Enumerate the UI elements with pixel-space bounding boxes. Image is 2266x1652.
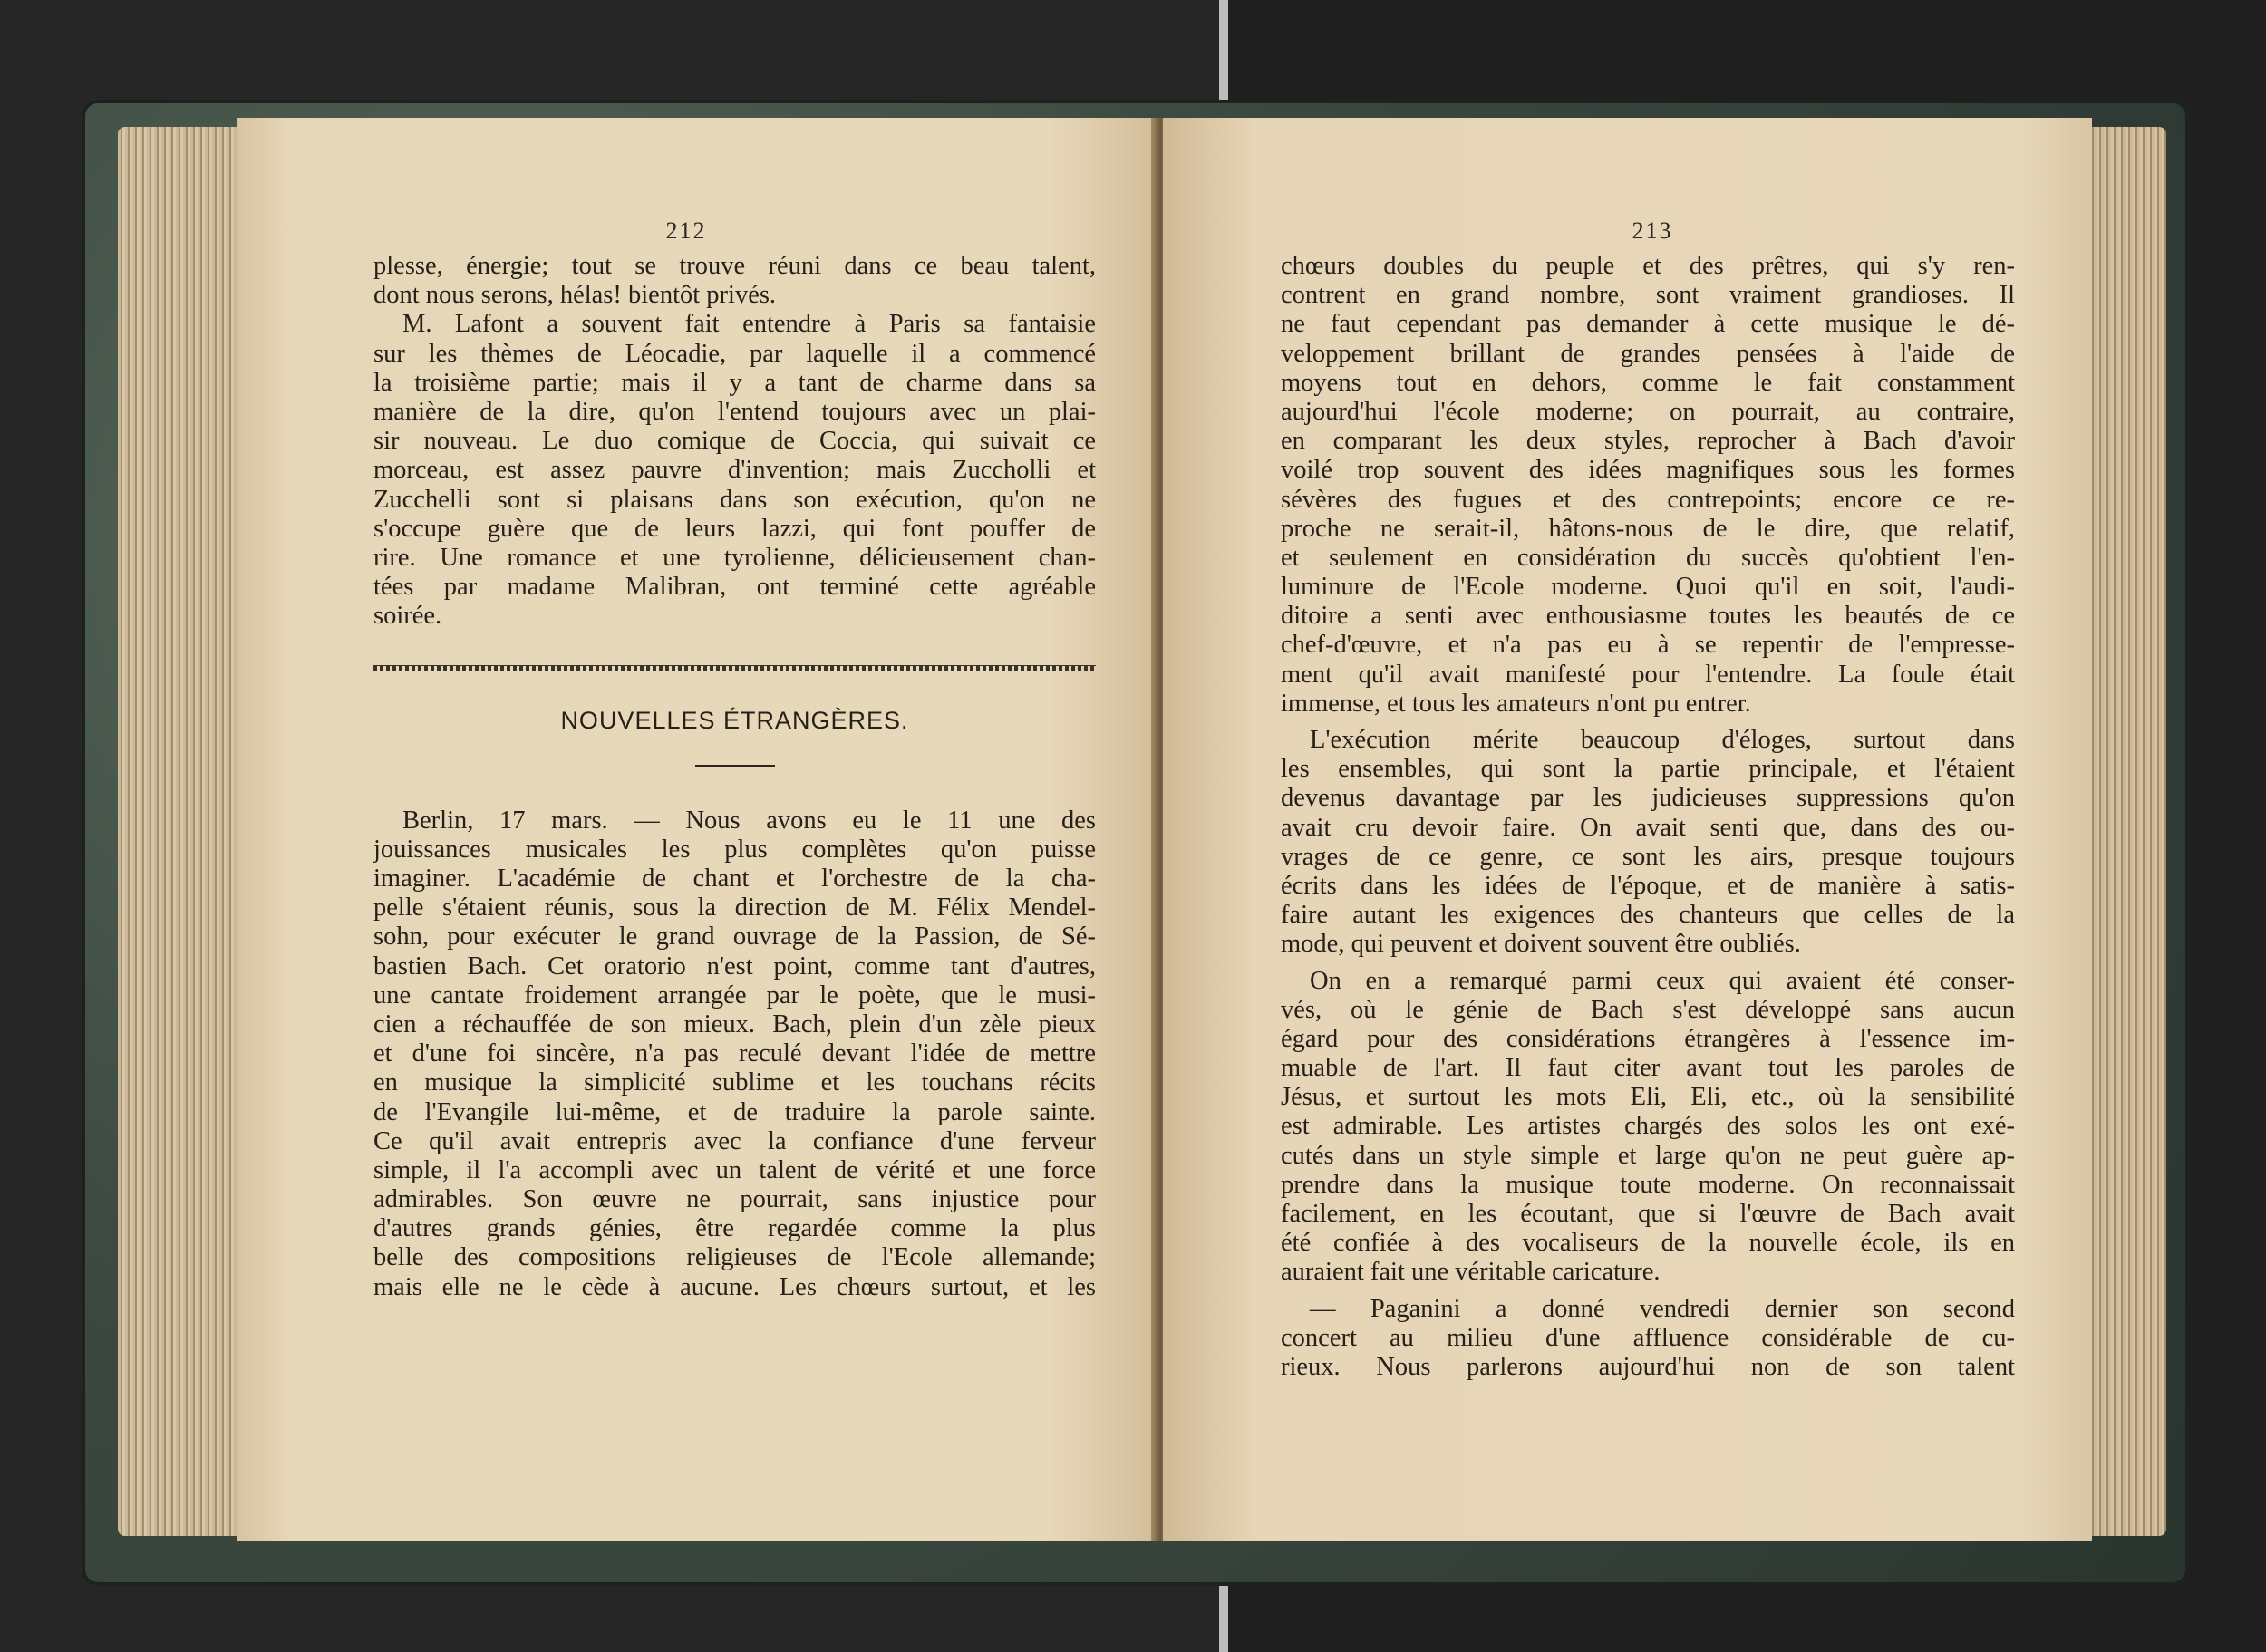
- text-line: égard pour des considérations étrangères à l'essence im-: [1281, 1024, 2015, 1053]
- text-line: jouissances musicales les plus complètes qu'on puisse: [373, 835, 1096, 864]
- text-line: en comparant les deux styles, reprocher à Bach d'avoir: [1281, 427, 2015, 456]
- text-line: M. Lafont a souvent fait entendre à Paris sa fantaisie: [402, 310, 1096, 339]
- text-line: est admirable. Les artistes chargés des solos les ont exé-: [1281, 1112, 2015, 1141]
- text-line: muable de l'art. Il faut citer avant tout les paroles de: [1281, 1054, 2015, 1083]
- page-number: 213: [1632, 217, 1673, 244]
- page-edges-right: [2089, 127, 2166, 1536]
- text-line: été confiée à des vocaliseurs de la nouvelle école, ils en: [1281, 1229, 2015, 1258]
- text-line: — Paganini a donné vendredi dernier son second: [1310, 1294, 2015, 1323]
- text-line: contrent en grand nombre, sont vraiment grandioses. Il: [1281, 281, 2015, 310]
- text-line: luminure de l'Ecole moderne. Quoi qu'il en soit, l'audi-: [1281, 573, 2015, 602]
- text-line: prendre dans la musique toute moderne. On reconnaissait: [1281, 1170, 2015, 1199]
- text-line: de l'Evangile lui-même, et de traduire la parole sainte.: [373, 1097, 1096, 1126]
- text-line: immense, et tous les amateurs n'ont pu entrer.: [1281, 689, 1751, 718]
- text-line: sévères des fugues et des contrepoints; encore ce re-: [1281, 485, 2015, 514]
- text-line: proche ne serait-il, hâtons-nous de le dire, que relatif,: [1281, 514, 2015, 543]
- text-line: aujourd'hui l'école moderne; on pourrait, au contraire,: [1281, 397, 2015, 426]
- text-line: ne faut cependant pas demander à cette musique le dé-: [1281, 310, 2015, 339]
- text-line: voilé trop souvent des idées magnifiques sous les formes: [1281, 456, 2015, 485]
- left-page: [237, 118, 1157, 1541]
- text-line: ditoire a senti avec enthousiasme toutes les beautés de ce: [1281, 602, 2015, 631]
- text-line: Zucchelli sont si plaisans dans son exécution, qu'on ne: [373, 485, 1096, 514]
- text-line: bastien Bach. Cet oratorio n'est point, comme tant d'autres,: [373, 952, 1096, 981]
- text-line: On en a remarqué parmi ceux qui avaient été conser-: [1310, 966, 2015, 995]
- text-line: chœurs doubles du peuple et des prêtres, qui s'y ren-: [1281, 252, 2015, 280]
- text-line: sohn, pour exécuter le grand ouvrage de la Passion, de Sé-: [373, 923, 1096, 952]
- text-line: simple, il l'a accompli avec un talent de vérité et une force: [373, 1155, 1096, 1184]
- text-line: belle des compositions religieuses de l'Ecole allemande;: [373, 1243, 1096, 1272]
- right-page: [1163, 118, 2092, 1541]
- text-line: mais elle ne le cède à aucune. Les chœurs surtout, et les: [373, 1272, 1096, 1301]
- page-number: 212: [665, 217, 707, 244]
- page-edges-left: [118, 127, 240, 1536]
- text-line: Jésus, et surtout les mots Eli, Eli, etc., où la sensibilité: [1281, 1083, 2015, 1112]
- section-divider: [373, 665, 1096, 671]
- text-line: facilement, en les écoutant, que si l'œuvre de Bach avait: [1281, 1200, 2015, 1228]
- left-text-block: [373, 252, 1096, 1302]
- text-line: auraient fait une véritable caricature.: [1281, 1258, 1661, 1287]
- text-line: vrages de ce genre, ce sont les airs, presque toujours: [1281, 842, 2015, 871]
- text-line: sir nouveau. Le duo comique de Coccia, qui suivait ce: [373, 427, 1096, 456]
- text-line: faire autant les exigences des chanteurs que celles de la: [1281, 901, 2015, 930]
- text-line: imaginer. L'académie de chant et l'orchestre de la cha-: [373, 865, 1096, 894]
- text-line: écrits dans les idées de l'époque, et de manière à satis-: [1281, 871, 2015, 900]
- text-line: cien a réchauffée de son mieux. Bach, plein d'un zèle pieux: [373, 1010, 1096, 1039]
- text-line: mode, qui peuvent et doivent souvent être oubliés.: [1281, 930, 1801, 959]
- text-line: pelle s'étaient réunis, sous la direction de M. Félix Mendel-: [373, 894, 1096, 923]
- text-line: et d'une foi sincère, n'a pas reculé devant l'idée de mettre: [373, 1039, 1096, 1068]
- text-line: dont nous serons, hélas! bientôt privés.: [373, 281, 777, 310]
- text-line: tées par madame Malibran, ont terminé cette agréable: [373, 573, 1096, 602]
- text-line: devenus davantage par les judicieuses suppressions qu'on: [1281, 784, 2015, 813]
- right-text-block: [1281, 252, 2015, 1382]
- text-line: morceau, est assez pauvre d'invention; mais Zuccholli et: [373, 456, 1096, 485]
- text-line: et seulement en considération du succès qu'obtient l'en-: [1281, 543, 2015, 572]
- text-line: veloppement brillant de grandes pensées à l'aide de: [1281, 339, 2015, 368]
- text-line: s'occupe guère que de leurs lazzi, qui font pouffer de: [373, 514, 1096, 543]
- text-line: une cantate froidement arrangée par le poète, que le musi-: [373, 981, 1096, 1010]
- text-line: avait cru devoir faire. On avait senti que, dans des ou-: [1281, 813, 2015, 842]
- text-line: Berlin, 17 mars. — Nous avons eu le 11 une des: [402, 806, 1096, 835]
- text-line: L'exécution mérite beaucoup d'éloges, surtout dans: [1310, 726, 2015, 754]
- text-line: rire. Une romance et une tyrolienne, délicieusement chan-: [373, 543, 1096, 572]
- text-line: ment qu'il avait manifesté pour l'entendre. La foule était: [1281, 660, 2015, 689]
- text-line: vés, où le génie de Bach s'est développé sans aucun: [1281, 995, 2015, 1024]
- text-line: Ce qu'il avait entrepris avec la confiance d'une ferveur: [373, 1126, 1096, 1155]
- text-line: chef-d'œuvre, et n'a pas eu à se repentir de l'empresse-: [1281, 631, 2015, 660]
- text-line: la troisième partie; mais il y a tant de charme dans sa: [373, 368, 1096, 397]
- text-line: concert au milieu d'une affluence considérable de cu-: [1281, 1323, 2015, 1352]
- text-line: sur les thèmes de Léocadie, par laquelle il a commencé: [373, 339, 1096, 368]
- text-line: soirée.: [373, 602, 442, 631]
- text-line: moyens tout en dehors, comme le fait constamment: [1281, 368, 2015, 397]
- text-line: les ensembles, qui sont la partie principale, et l'étaient: [1281, 755, 2015, 784]
- text-line: cutés dans un style simple et large qu'on ne peut guère ap-: [1281, 1141, 2015, 1170]
- text-line: en musique la simplicité sublime et les touchans récits: [373, 1068, 1096, 1097]
- text-line: rieux. Nous parlerons aujourd'hui non de son talent: [1281, 1352, 2015, 1381]
- text-line: plesse, énergie; tout se trouve réuni dans ce beau talent,: [373, 252, 1096, 280]
- text-line: manière de la dire, qu'on l'entend toujours avec un plai-: [373, 397, 1096, 426]
- text-line: admirables. Son œuvre ne pourrait, sans injustice pour: [373, 1185, 1096, 1214]
- section-heading: NOUVELLES ÉTRANGÈRES.: [560, 707, 909, 735]
- text-line: d'autres grands génies, être regardée comme la plus: [373, 1214, 1096, 1243]
